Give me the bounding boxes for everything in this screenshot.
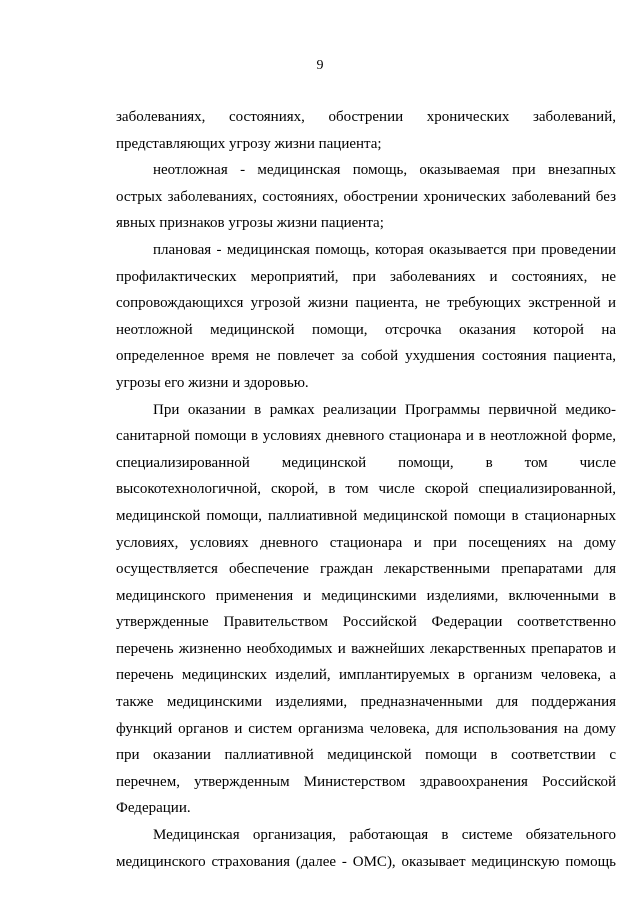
- text-line: заболеваниях, состояниях, обострении хронических заболеваний,: [116, 109, 616, 125]
- text-line: профилактических мероприятий, при заболеваниях и состояниях, не: [116, 268, 616, 285]
- text-line: неотложной медицинской помощи, отсрочка оказания которой на: [116, 321, 616, 338]
- text-line: явных признаков угрозы жизни пациента;: [116, 215, 384, 232]
- text-line: Медицинская организация, работающая в системе обязательного: [153, 827, 616, 844]
- text-line: Федерации.: [116, 800, 191, 817]
- paragraph-p4: [116, 397, 616, 823]
- text-line: при оказании паллиативной медицинской помощи в соответствии с: [116, 747, 616, 764]
- document-body: [116, 104, 616, 875]
- text-line: неотложная - медицинская помощь, оказываемая при внезапных: [153, 162, 616, 179]
- text-line: функций органов и систем организма человека, для использования на дому: [116, 720, 616, 737]
- text-line: представляющих угрозу жизни пациента;: [116, 135, 382, 152]
- text-line: специализированной медицинской помощи, в том числе: [116, 454, 616, 471]
- text-line: плановая - медицинская помощь, которая оказывается при проведении: [153, 241, 616, 258]
- text-line: также медицинскими изделиями, предназначенными для поддержания: [116, 694, 616, 711]
- paragraph-p2: [116, 157, 616, 237]
- paragraph-p5: [116, 822, 616, 875]
- text-line: перечень медицинских изделий, имплантируемых в организм человека, а: [116, 667, 616, 684]
- paragraph-p1: [116, 104, 616, 157]
- text-line: высокотехнологичной, скорой, в том числе скорой специализированной,: [116, 481, 616, 498]
- text-line: сопровождающихся угрозой жизни пациента, не требующих экстренной и: [116, 295, 616, 312]
- text-line: санитарной помощи в условиях дневного стационара и в неотложной форме,: [116, 428, 616, 445]
- text-line: перечнем, утвержденным Министерством здравоохранения Российской: [116, 773, 616, 790]
- text-line: осуществляется обеспечение граждан лекарственными препаратами для: [116, 561, 616, 578]
- text-line: При оказании в рамках реализации Программы первичной медико-: [153, 401, 616, 418]
- paragraph-p3: [116, 237, 616, 397]
- text-line: перечень жизненно необходимых и важнейших лекарственных препаратов и: [116, 640, 616, 657]
- text-line: медицинской помощи, паллиативной медицинской помощи в стационарных: [116, 507, 616, 524]
- text-line: медицинского применения и медицинскими изделиями, включенными в: [116, 587, 616, 604]
- text-line: утвержденные Правительством Российской Федерации соответственно: [116, 614, 616, 631]
- text-line: острых заболеваниях, состояниях, обострении хронических заболеваний без: [116, 188, 616, 205]
- text-line: угрозы его жизни и здоровью.: [116, 374, 309, 391]
- text-line: медицинского страхования (далее - ОМС), оказывает медицинскую помощь: [116, 853, 616, 870]
- text-line: определенное время не повлечет за собой ухудшения состояния пациента,: [116, 348, 616, 365]
- text-line: условиях, условиях дневного стационара и при посещениях на дому: [116, 534, 616, 551]
- page-number: 9: [316, 58, 324, 73]
